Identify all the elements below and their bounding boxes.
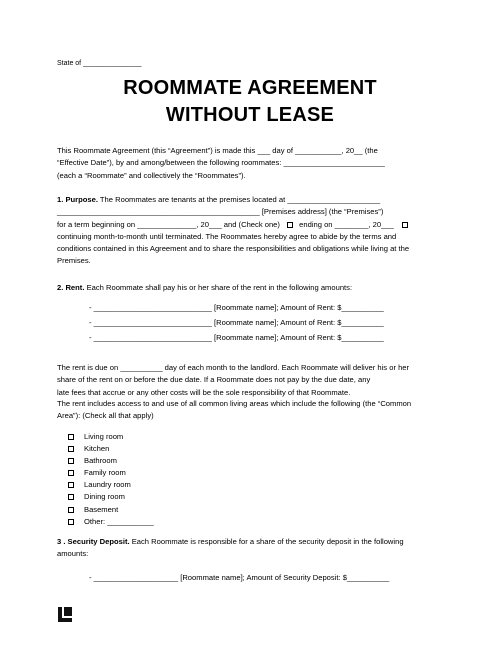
purpose-line: conditions contained in this Agreement and to share the responsibilities and obligations while living at the: [57, 244, 410, 254]
rent-roommate-row: - ____________________________ [Roommate name]; Amount of Rent: $__________: [89, 318, 384, 327]
checklist-item[interactable]: [68, 432, 154, 444]
checkbox-icon[interactable]: [68, 507, 74, 513]
common-area-line: Area”): (Check all that apply): [57, 411, 154, 421]
checklist-item[interactable]: [68, 456, 154, 468]
intro-paragraph: [57, 145, 447, 182]
checklist-item-label: Basement: [84, 504, 119, 514]
security-heading: 3 . Security Deposit.: [57, 537, 130, 546]
purpose-line: The Roommates are tenants at the premises located at ______________________: [99, 195, 381, 204]
rent-intro: [57, 282, 447, 294]
rent-roommate-row: - ____________________________ [Roommate name]; Amount of Rent: $__________: [89, 333, 384, 342]
checklist-item-label: Laundry room: [84, 480, 131, 490]
checklist-item-label: Dining room: [84, 492, 125, 502]
checklist-item-label: Living room: [84, 432, 124, 441]
checklist-item[interactable]: [68, 517, 154, 529]
security-deposit-section: [57, 536, 447, 561]
intro-line: (each a “Roommate” and collectively the “Roommates”).: [57, 170, 246, 180]
purpose-line: Premises.: [57, 256, 91, 266]
rent-heading: 2. Rent.: [57, 283, 85, 292]
document-title-line2: WITHOUT LEASE: [165, 104, 335, 126]
rent-roommate-row: - ____________________________ [Roommate name]; Amount of Rent: $__________: [89, 303, 384, 312]
state-line: State of _______________: [57, 60, 142, 67]
document-title-line1: ROOMMATE AGREEMENT: [123, 77, 377, 99]
checklist-item[interactable]: [68, 480, 154, 492]
security-roommate-row: - ____________________ [Roommate name]; Amount of Security Deposit: $__________: [89, 573, 390, 582]
checkbox-icon[interactable]: [68, 434, 74, 440]
checklist-item[interactable]: [68, 505, 154, 517]
purpose-section: [57, 194, 447, 268]
rent-text: Each Roommate shall pay his or her share of the rent in the following amounts:: [86, 283, 353, 292]
checklist-item-label: Kitchen: [84, 444, 110, 454]
purpose-line: continuing month-to-month until terminated. The Roommates hereby agree to abide by the terms and: [57, 231, 397, 241]
common-area-checklist: [68, 432, 154, 529]
checklist-item[interactable]: [68, 492, 154, 504]
checklist-item-label: Bathroom: [84, 456, 117, 466]
common-area-line: The rent includes access to and use of all common living areas which include the following (the “Common: [57, 399, 412, 408]
purpose-term-text: for a term beginning on ______________, 20___ and (Check one): [57, 219, 280, 229]
checklist-item-label: Family room: [84, 468, 126, 478]
brand-logo-icon: [58, 607, 72, 622]
checkbox-icon[interactable]: [287, 222, 293, 228]
checkbox-icon[interactable]: [68, 446, 74, 452]
intro-line: This Roommate Agreement (this “Agreement”) is made this ___ day of ___________, 20__ (the: [57, 146, 378, 155]
checkbox-icon[interactable]: [68, 458, 74, 464]
checklist-item[interactable]: [68, 444, 154, 456]
rent-due-line: late fees that accrue or any other costs will be the sole responsibility of that Roommate.: [57, 387, 351, 397]
checkbox-icon[interactable]: [68, 519, 74, 525]
common-area-paragraph: [57, 398, 447, 423]
rent-due-line: share of the rent on or before the due date. If a Roommate does not pay by the due date, any: [57, 375, 371, 385]
checklist-item[interactable]: [68, 468, 154, 480]
purpose-line: ________________________________________________ [Premises address] (the “Premises”): [57, 207, 384, 217]
security-line: amounts:: [57, 549, 89, 559]
purpose-heading: 1. Purpose.: [57, 195, 98, 204]
intro-line: “Effective Date”), by and among/between the following roommates: ________________________: [57, 158, 385, 168]
rent-due-paragraph: [57, 362, 447, 399]
checkbox-icon[interactable]: [68, 470, 74, 476]
checklist-item-label: Other: ___________: [84, 516, 154, 526]
checkbox-icon[interactable]: [68, 482, 74, 488]
purpose-ending-text: ending on ________, 20___: [299, 219, 394, 229]
checkbox-icon[interactable]: [68, 494, 74, 500]
rent-due-line: The rent is due on __________ day of each month to the landlord. Each Roommate will deliver his or her: [57, 363, 410, 372]
security-line: Each Roommate is responsible for a share of the security deposit in the following: [131, 537, 404, 546]
checkbox-icon[interactable]: [402, 222, 408, 228]
